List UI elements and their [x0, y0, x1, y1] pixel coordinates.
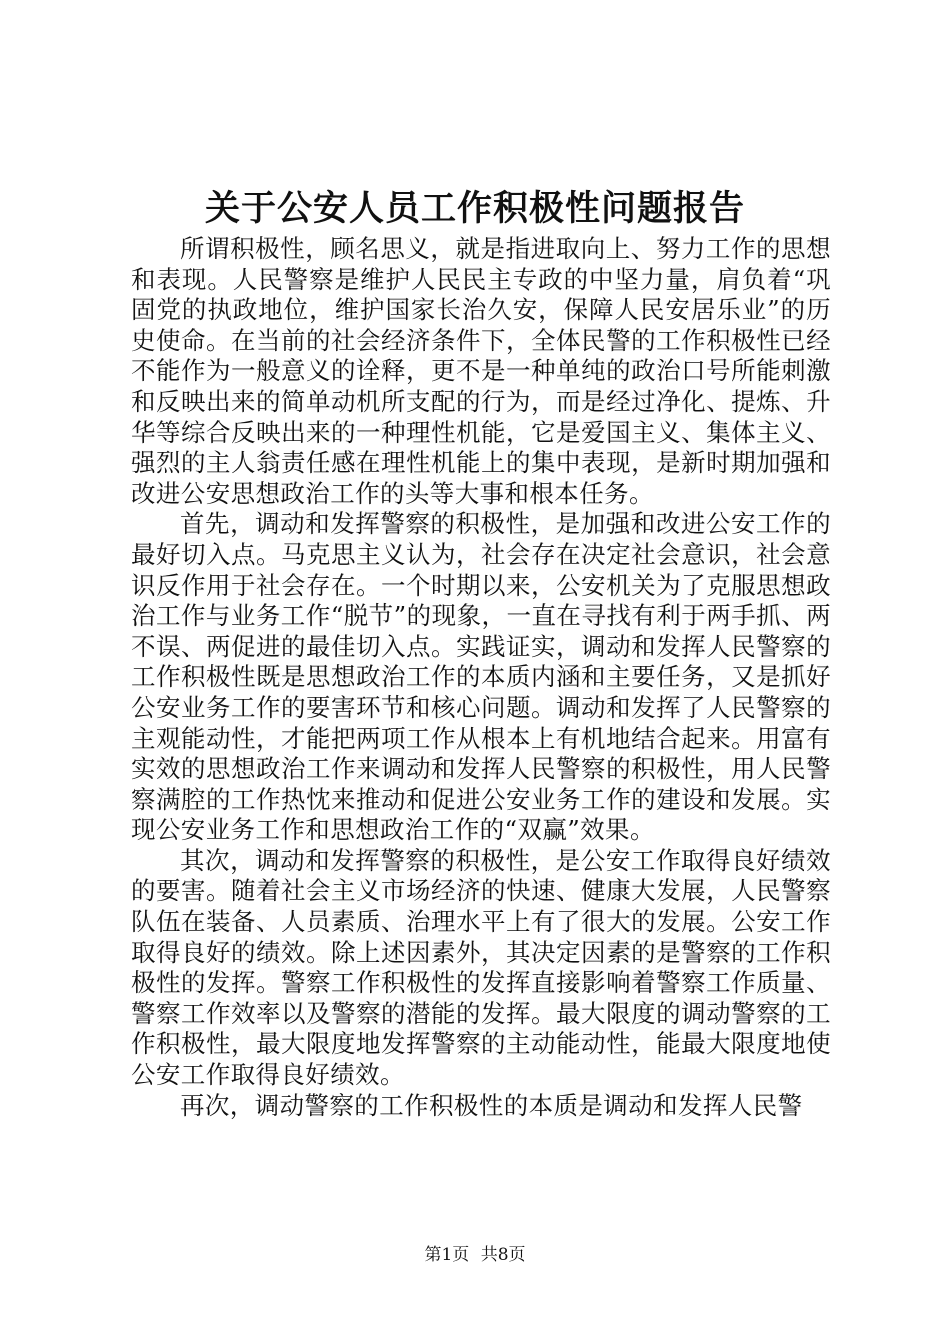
- paragraph-3: 其次，调动和发挥警察的积极性，是公安工作取得良好绩效的要害。随着社会主义市场经济的快速、健康大发展，人民警察队伍在装备、人员素质、治理水平上有了很大的发展。公安工作取得良好的绩效。除上述因素外，其决定因素的是警察的工作积极性的发挥。警察工作积极性的发挥直接影响着警察工作质量、警察工作效率以及警察的潜能的发挥。最大限度的调动警察的工作积极性，最大限度地发挥警察的主动能动性，能最大限度地使公安工作取得良好绩效。: [131, 845, 831, 1090]
- paragraph-2: 首先，调动和发挥警察的积极性，是加强和改进公安工作的最好切入点。马克思主义认为，社会存在决定社会意识，社会意识反作用于社会存在。一个时期以来，公安机关为了克服思想政治工作与业务工作“脱节”的现象，一直在寻找有利于两手抓、两不误、两促进的最佳切入点。实践证实，调动和发挥人民警察的工作积极性既是思想政治工作的本质内涵和主要任务，又是抓好公安业务工作的要害环节和核心问题。调动和发挥了人民警察的主观能动性，才能把两项工作从根本上有机地结合起来。用富有实效的思想政治工作来调动和发挥人民警察的积极性，用人民警察满腔的工作热忱来推动和促进公安业务工作的建设和发展。实现公安业务工作和思想政治工作的“双赢”效果。: [131, 509, 831, 845]
- paragraph-4: 再次，调动警察的工作积极性的本质是调动和发挥人民警: [180, 1090, 803, 1120]
- page-footer: [0, 1244, 950, 1266]
- page-total: 共8页: [480, 1245, 526, 1265]
- page-number: 第1页: [424, 1245, 470, 1265]
- document-title: 关于公安人员工作积极性问题报告: [204, 188, 745, 229]
- document-body: [131, 234, 831, 1121]
- paragraph-1: 所谓积极性，顾名思义，就是指进取向上、努力工作的思想和表现。人民警察是维护人民民主专政的中坚力量，肩负着“巩固党的执政地位，维护国家长治久安，保障人民安居乐业”的历史使命。在当前的社会经济条件下，全体民警的工作积极性已经不能作为一般意义的诠释，更不是一种单纯的政治口号所能刺激和反映出来的简单动机所支配的行为，而是经过净化、提炼、升华等综合反映出来的一种理性机能，它是爱国主义、集体主义、强烈的主人翁责任感在理性机能上的集中表现，是新时期加强和改进公安思想政治工作的头等大事和根本任务。: [131, 234, 831, 508]
